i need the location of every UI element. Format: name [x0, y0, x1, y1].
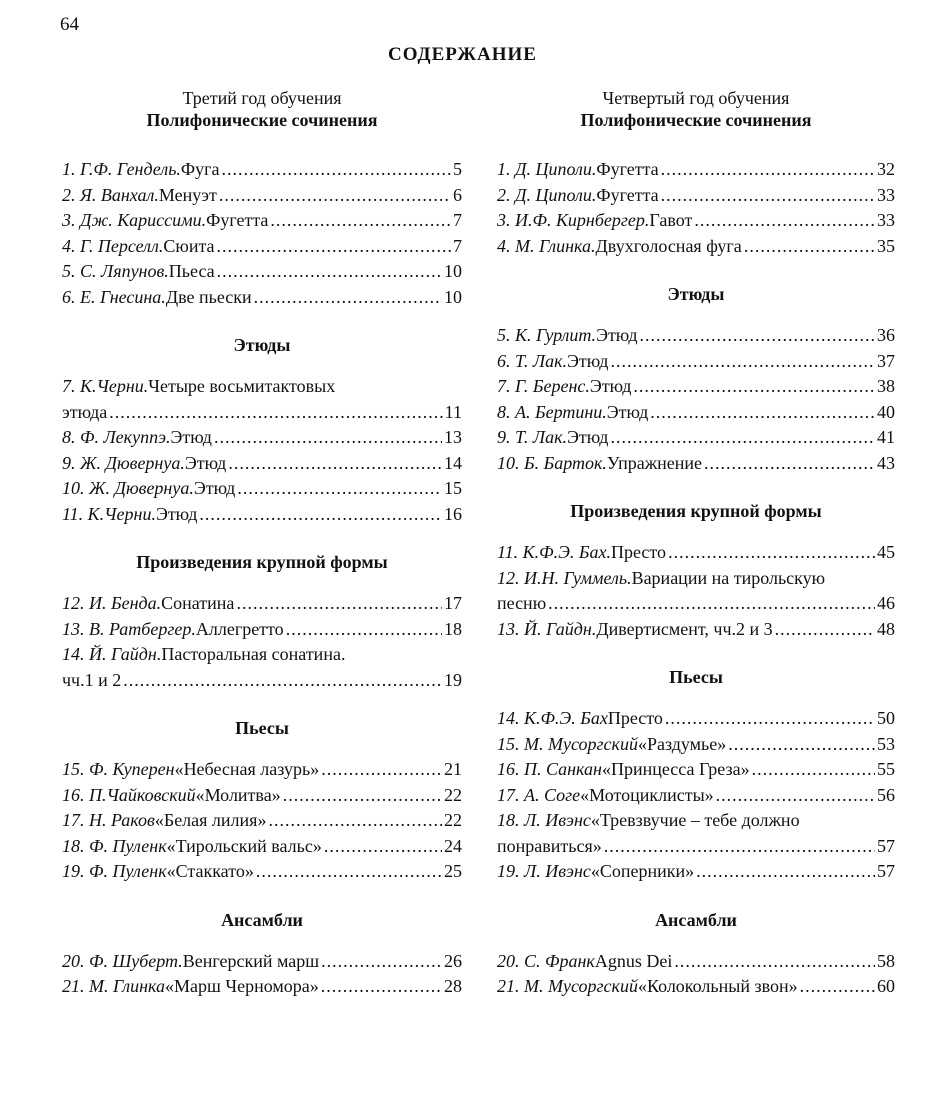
work-title: «Тревзвучие – тебе должно: [590, 810, 800, 830]
section-title: Полифонические сочинения: [146, 110, 378, 130]
page-ref: 46: [877, 593, 895, 613]
leader-dots: [665, 706, 875, 732]
toc-entry: [497, 706, 895, 732]
toc-entry: [62, 949, 462, 975]
work-title: Agnus Dei: [594, 950, 673, 971]
toc-entry: [62, 451, 462, 477]
composer-name: 14. К.Ф.Э. Бах: [497, 708, 608, 728]
page-ref: 11: [444, 401, 462, 422]
composer-name: 12. И. Бенда.: [62, 593, 162, 613]
leader-dots: [268, 808, 442, 834]
leader-dots: [321, 949, 442, 975]
toc-entry: [62, 757, 462, 783]
leader-dots: [604, 834, 875, 860]
leader-dots: [661, 183, 875, 209]
toc-entry: [497, 374, 895, 400]
work-title: «Тирольский вальс»: [166, 835, 322, 856]
page-ref: 19: [444, 669, 462, 690]
page-ref: 10: [444, 261, 462, 281]
work-title: Две пьески: [165, 286, 252, 307]
work-title: Пасторальная сонатина.: [161, 644, 346, 664]
toc-entry: [62, 783, 462, 809]
toc-entry: [497, 451, 895, 477]
page-ref: 55: [877, 759, 895, 779]
page-ref: 58: [877, 950, 895, 971]
work-title: «Колокольный звон»: [637, 976, 798, 996]
leader-dots: [221, 157, 451, 183]
work-title: Этюд: [589, 376, 632, 396]
work-title: Четыре восьмитактовых: [148, 376, 336, 396]
composer-name: 4. Г. Перселл.: [62, 235, 164, 256]
work-title: Фугетта: [596, 184, 659, 205]
work-title: Вариации на тирольскую: [631, 567, 826, 588]
toc-entry: [62, 234, 462, 260]
composer-name: 2. Я. Ванхал.: [62, 184, 159, 205]
work-title-continuation: этюда: [62, 401, 108, 422]
composer-name: 21. М. Мусоргский: [497, 976, 638, 996]
leader-dots: [548, 591, 875, 617]
section-title: Этюды: [667, 284, 725, 304]
leader-dots: [661, 157, 875, 183]
work-title: Этюд: [155, 503, 198, 524]
page-ref: 53: [877, 733, 895, 754]
toc-entry: [497, 349, 895, 375]
toc-entry: [497, 732, 895, 758]
page-ref: 28: [444, 976, 462, 996]
page-ref: 6: [453, 184, 462, 205]
section-title: Пьесы: [669, 667, 723, 687]
work-title: Сюита: [163, 235, 215, 256]
page-ref: 33: [877, 184, 895, 205]
page-ref: 41: [877, 427, 895, 447]
leader-dots: [800, 974, 875, 1000]
toc-entry: [62, 859, 462, 885]
page-ref: 48: [877, 618, 895, 639]
toc-entry: [497, 566, 895, 592]
leader-dots: [716, 783, 875, 809]
work-title-continuation: песню: [497, 593, 547, 613]
work-title: Этюд: [184, 452, 227, 473]
work-title: Аллегретто: [195, 618, 284, 639]
page-ref: 40: [877, 401, 895, 422]
work-title: «Стаккато»: [166, 861, 254, 881]
leader-dots: [610, 425, 875, 451]
toc-entry-continuation: [62, 400, 462, 426]
section-title: Этюды: [233, 335, 291, 355]
work-title: Этюд: [596, 325, 638, 345]
page-ref: 43: [877, 452, 895, 473]
toc-entry: [62, 425, 462, 451]
page-ref: 37: [877, 350, 895, 371]
leader-dots: [237, 476, 442, 502]
leader-dots: [109, 400, 442, 426]
page-ref: 50: [877, 708, 895, 728]
work-title: Этюд: [567, 427, 609, 447]
toc-entry: [62, 476, 462, 502]
composer-name: 21. М. Глинка: [62, 976, 166, 996]
composer-name: 10. Ж. Дювернуа.: [62, 478, 194, 498]
page-ref: 35: [877, 235, 895, 256]
work-title: Сонатина: [161, 593, 235, 613]
composer-name: 16. П.Чайковский: [62, 784, 196, 805]
leader-dots: [728, 732, 875, 758]
page-ref: 38: [877, 376, 895, 396]
work-title: Этюд: [193, 478, 236, 498]
composer-name: 18. Л. Ивэнс: [497, 810, 591, 830]
composer-name: 7. К.Черни.: [62, 376, 149, 396]
page-ref: 22: [444, 784, 462, 805]
composer-name: 12. И.Н. Гуммель.: [497, 567, 632, 588]
work-title: Фугетта: [596, 159, 659, 179]
composer-name: 20. С. Франк: [497, 950, 595, 971]
leader-dots: [270, 208, 451, 234]
composer-name: 3. Дж. Кариссими.: [62, 210, 207, 230]
work-title: Пьеса: [168, 261, 215, 281]
leader-dots: [744, 234, 875, 260]
page-ref: 33: [877, 210, 895, 230]
page-ref: 17: [444, 593, 462, 613]
leader-dots: [704, 451, 875, 477]
work-title: Фугетта: [206, 210, 269, 230]
page-ref: 18: [444, 618, 462, 639]
work-title: «Соперники»: [590, 861, 695, 881]
page-ref: 14: [444, 452, 462, 473]
leader-dots: [321, 974, 442, 1000]
composer-name: 1. Г.Ф. Гендель.: [62, 159, 181, 179]
leader-dots: [123, 668, 442, 694]
leader-dots: [256, 859, 442, 885]
work-title: «Небесная лазурь»: [174, 759, 320, 779]
toc-entry: [62, 374, 462, 400]
work-title: Престо: [611, 542, 667, 562]
right-column: [497, 88, 895, 1000]
work-title: «Принцесса Греза»: [601, 759, 750, 779]
toc-entry: [62, 808, 462, 834]
leader-dots: [610, 349, 875, 375]
composer-name: 6. Т. Лак.: [497, 350, 567, 371]
work-title: Престо: [607, 708, 663, 728]
page-ref: 45: [877, 542, 895, 562]
toc-entry: [62, 502, 462, 528]
toc-entry: [62, 834, 462, 860]
section-title: Ансамбли: [221, 909, 303, 930]
leader-dots: [694, 208, 875, 234]
toc-entry: [497, 859, 895, 885]
leader-dots: [236, 591, 442, 617]
leader-dots: [254, 285, 442, 311]
toc-entry: [497, 208, 895, 234]
toc-entry: [497, 540, 895, 566]
toc-entry: [62, 208, 462, 234]
composer-name: 3. И.Ф. Кирнбергер.: [497, 210, 650, 230]
work-title: «Раздумье»: [637, 733, 727, 754]
toc-entry: [497, 234, 895, 260]
leader-dots: [199, 502, 442, 528]
composer-name: 19. Л. Ивэнс: [497, 861, 591, 881]
section-title: Пьесы: [235, 718, 289, 738]
year-heading: Третий год обучения: [182, 88, 342, 108]
toc-entry-continuation: [62, 668, 462, 694]
toc-entry: [497, 808, 895, 834]
page-ref: 26: [444, 950, 462, 971]
toc-entry: [62, 642, 462, 668]
toc-entry: [497, 183, 895, 209]
composer-name: 8. А. Бертини.: [497, 401, 607, 422]
work-title: Двухголосная фуга: [595, 235, 742, 256]
toc-entry: [62, 591, 462, 617]
composer-name: 9. Ж. Дювернуа.: [62, 452, 185, 473]
page-ref: 36: [877, 325, 895, 345]
page-ref: 5: [453, 159, 462, 179]
work-title: Этюд: [606, 401, 649, 422]
left-column: [62, 88, 462, 1000]
composer-name: 2. Д. Циполи.: [497, 184, 597, 205]
page-ref: 22: [444, 810, 462, 830]
page-ref: 21: [444, 759, 462, 779]
page-number: 64: [60, 14, 79, 35]
toc-entry: [62, 285, 462, 311]
section-title: Полифонические сочинения: [580, 110, 812, 130]
composer-name: 15. М. Мусоргский: [497, 733, 638, 754]
leader-dots: [674, 949, 875, 975]
toc-entry: [497, 425, 895, 451]
composer-name: 17. А. Соге: [497, 784, 581, 805]
work-title: Венгерский марш: [182, 950, 320, 971]
toc-entry-continuation: [497, 591, 895, 617]
toc-entry: [497, 757, 895, 783]
work-title: Гавот: [649, 210, 693, 230]
page-ref: 15: [444, 478, 462, 498]
toc-entry: [497, 400, 895, 426]
composer-name: 16. П. Санкан: [497, 759, 602, 779]
composer-name: 13. Й. Гайдн.: [497, 618, 597, 639]
composer-name: 20. Ф. Шуберт.: [62, 950, 183, 971]
section-title: Ансамбли: [655, 909, 737, 930]
page-ref: 57: [877, 835, 895, 856]
work-title: Этюд: [170, 427, 212, 447]
section-title: Произведения крупной формы: [570, 501, 822, 521]
composer-name: 9. Т. Лак.: [497, 427, 567, 447]
composer-name: 13. В. Ратбергер.: [62, 618, 196, 639]
toc-entry: [62, 259, 462, 285]
composer-name: 5. С. Ляпунов.: [62, 261, 169, 281]
work-title: Этюд: [567, 350, 609, 371]
composer-name: 15. Ф. Куперен: [62, 759, 175, 779]
composer-name: 11. К.Ф.Э. Бах.: [497, 542, 611, 562]
composer-name: 4. М. Глинка.: [497, 235, 596, 256]
leader-dots: [696, 859, 875, 885]
leader-dots: [633, 374, 875, 400]
leader-dots: [668, 540, 875, 566]
composer-name: 6. Е. Гнесина.: [62, 286, 166, 307]
year-heading: Четвертый год обучения: [602, 88, 790, 108]
leader-dots: [217, 234, 451, 260]
page-title: СОДЕРЖАНИЕ: [388, 44, 537, 65]
page-ref: 24: [444, 835, 462, 856]
work-title: Упражнение: [606, 452, 703, 473]
work-title: Дивертисмент, чч.2 и 3: [596, 618, 773, 639]
toc-entry: [62, 183, 462, 209]
toc-entry: [497, 974, 895, 1000]
composer-name: 17. Н. Раков: [62, 810, 155, 830]
work-title: «Белая лилия»: [154, 810, 267, 830]
toc-entry: [497, 323, 895, 349]
leader-dots: [228, 451, 442, 477]
page-ref: 56: [877, 784, 895, 805]
page-ref: 57: [877, 861, 895, 881]
leader-dots: [217, 259, 442, 285]
toc-entry: [62, 157, 462, 183]
composer-name: 11. К.Черни.: [62, 503, 156, 524]
leader-dots: [286, 617, 442, 643]
composer-name: 8. Ф. Лекуппэ.: [62, 427, 171, 447]
toc-entry: [62, 974, 462, 1000]
work-title-continuation: чч.1 и 2: [62, 669, 122, 690]
leader-dots: [650, 400, 875, 426]
toc-entry: [497, 617, 895, 643]
leader-dots: [752, 757, 875, 783]
composer-name: 19. Ф. Пуленк: [62, 861, 167, 881]
page-ref: 13: [444, 427, 462, 447]
leader-dots: [775, 617, 875, 643]
composer-name: 10. Б. Барток.: [497, 452, 607, 473]
page-ref: 25: [444, 861, 462, 881]
section-title: Произведения крупной формы: [136, 552, 388, 572]
work-title-continuation: понравиться»: [497, 835, 602, 856]
leader-dots: [214, 425, 442, 451]
toc-entry: [497, 783, 895, 809]
leader-dots: [283, 783, 442, 809]
leader-dots: [219, 183, 451, 209]
toc-entry: [497, 949, 895, 975]
work-title: Менуэт: [158, 184, 217, 205]
composer-name: 1. Д. Циполи.: [497, 159, 597, 179]
toc-entry: [62, 617, 462, 643]
page-ref: 32: [877, 159, 895, 179]
page-ref: 7: [453, 235, 462, 256]
composer-name: 14. Й. Гайдн.: [62, 644, 162, 664]
leader-dots: [640, 323, 875, 349]
work-title: «Марш Черномора»: [165, 976, 319, 996]
page-ref: 60: [877, 976, 895, 996]
work-title: Фуга: [180, 159, 220, 179]
page-ref: 7: [453, 210, 462, 230]
page-ref: 10: [444, 286, 462, 307]
leader-dots: [321, 757, 442, 783]
work-title: «Мотоциклисты»: [580, 784, 714, 805]
toc-entry-continuation: [497, 834, 895, 860]
toc-entry: [497, 157, 895, 183]
composer-name: 18. Ф. Пуленк: [62, 835, 167, 856]
work-title: «Молитва»: [195, 784, 281, 805]
leader-dots: [324, 834, 442, 860]
page-ref: 16: [444, 503, 462, 524]
composer-name: 5. К. Гурлит.: [497, 325, 597, 345]
composer-name: 7. Г. Беренс.: [497, 376, 590, 396]
